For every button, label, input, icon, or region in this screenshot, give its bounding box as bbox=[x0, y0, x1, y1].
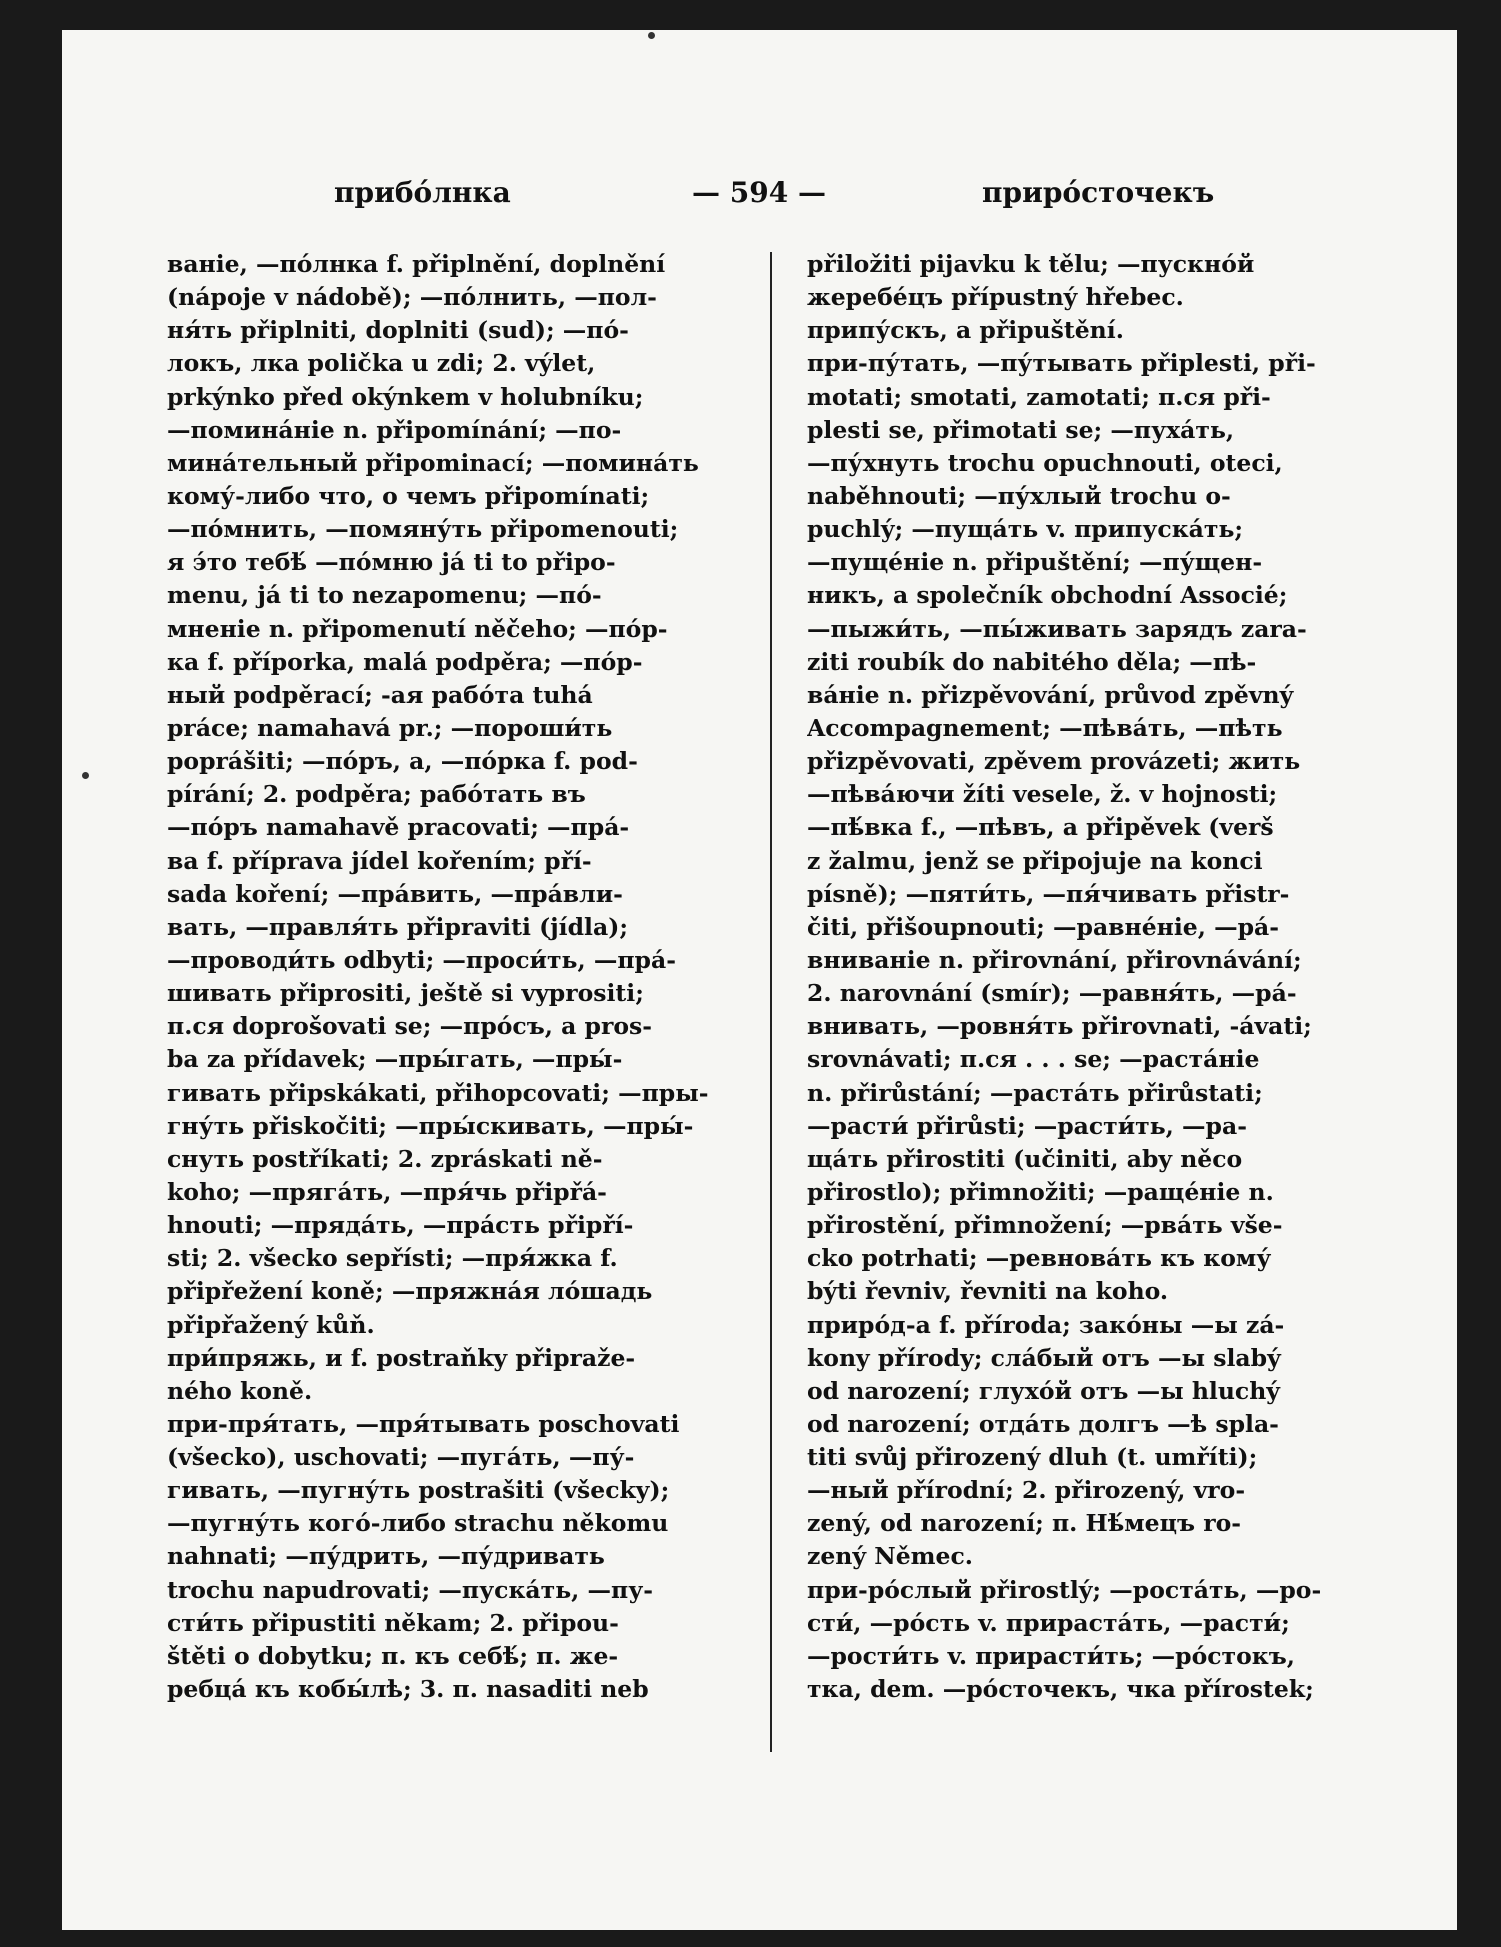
text-line: ребцá къ кобы́лѣ; 3. п. nasaditi neb bbox=[167, 1675, 649, 1704]
text-line: sti; 2. všecko sepřísti; —пря́жка f. bbox=[167, 1244, 618, 1273]
text-line: припу́скъ, а připuštění. bbox=[807, 316, 1124, 345]
text-line: práce; namahavá pr.; —пороши́ть bbox=[167, 713, 613, 742]
text-line: hnouti; —прядáть, —прáсть připří- bbox=[167, 1211, 634, 1240]
text-line: 2. narovnání (smír); —равня́ть, —рá- bbox=[807, 979, 1297, 1008]
text-line: menu, já ti to nezapomenu; —по́- bbox=[167, 581, 602, 610]
text-line: od narození; отдáть долгъ —ѣ spla- bbox=[807, 1409, 1279, 1438]
text-line: motati; smotati, zamotati; п.ся při- bbox=[807, 382, 1271, 411]
text-line: koho; —прягáть, —пря́чь připřá- bbox=[167, 1177, 607, 1206]
text-line: sada koření; —прáвить, —прáвли- bbox=[167, 879, 623, 908]
text-line: при-пря́тать, —пря́тывать poschovati bbox=[167, 1409, 680, 1438]
text-line: n. přirůstání; —растáть přirůstati; bbox=[807, 1078, 1263, 1107]
text-line: сти́ть připustiti někam; 2. připou- bbox=[167, 1608, 619, 1637]
text-line: никъ, а společník obchodní Associé; bbox=[807, 581, 1288, 610]
text-line: (všecko), uschovati; —пугáть, —пу́- bbox=[167, 1443, 635, 1472]
text-line: —пыжи́ть, —пы́живать зарядъ zara- bbox=[807, 614, 1307, 643]
text-line: —проводи́ть odbyti; —проси́ть, —прá- bbox=[167, 945, 676, 974]
text-line: сти́, —ро́сть v. прирастáть, —расти́; bbox=[807, 1608, 1290, 1637]
text-line: минáтельный připominací; —поминáть bbox=[167, 448, 699, 477]
text-line: снуть postříkati; 2. zpráskati ně- bbox=[167, 1144, 603, 1173]
text-line: prkýnko před okýnkem v holubníku; bbox=[167, 382, 644, 411]
text-line: od narození; глухо́й отъ —ы hluchý bbox=[807, 1376, 1280, 1405]
text-line: гну́ть přiskočiti; —пры́скивать, —пры́- bbox=[167, 1111, 694, 1140]
text-line: ba za přídavek; —пры́гать, —пры́- bbox=[167, 1045, 623, 1074]
text-line: —пущéнie n. připuštění; —пу́щен- bbox=[807, 548, 1263, 577]
text-line: zený, od narození; п. Нѣ́мецъ ro- bbox=[807, 1509, 1242, 1538]
text-line: я э́то тебѣ́ —по́мню já ti to připo- bbox=[167, 548, 616, 577]
text-line: щáть přirostiti (učiniti, aby něco bbox=[807, 1144, 1243, 1173]
text-line: ва f. příprava jídel kořením; pří- bbox=[167, 846, 592, 875]
text-line: přiložiti pijavku k tělu; —пускно́й bbox=[807, 250, 1255, 278]
text-line: písně); —пяти́ть, —пя́чивать přistr- bbox=[807, 879, 1290, 908]
header-right-guideword: приро́сточекъ bbox=[982, 176, 1215, 209]
dictionary-page bbox=[62, 30, 1457, 1930]
text-line: ный podpěrací; -ая рабо́та tuhá bbox=[167, 680, 593, 709]
text-line: pírání; 2. podpěra; рабо́тать въ bbox=[167, 780, 586, 809]
text-line: —поминáнie n. připomínání; —по- bbox=[167, 415, 622, 444]
text-line: жеребе́цъ přípustný hřebec. bbox=[807, 283, 1184, 312]
text-line: přirostlo); přimnožiti; —ращéнie n. bbox=[807, 1177, 1274, 1206]
text-line: при́пряжь, и f. postraňky připraže- bbox=[167, 1343, 636, 1372]
text-line: ня́ть připlniti, doplniti (sud); —по́- bbox=[167, 316, 629, 345]
text-line: kony přírody; слáбый отъ —ы slabý bbox=[807, 1343, 1281, 1372]
text-line: —пугну́ть кого́-либо strachu někomu bbox=[167, 1509, 669, 1538]
text-line: plesti se, přimotati se; —пухáть, bbox=[807, 415, 1235, 444]
text-line: гивать připskákati, přihopcovati; —пры- bbox=[167, 1078, 709, 1107]
text-line: —по́ръ namahavě pracovati; —прá- bbox=[167, 813, 630, 842]
text-line: připřežení koně; —пряжнáя ло́шадь bbox=[167, 1277, 653, 1306]
text-line: —пѣ́вка f., —пѣвъ, а připěvek (verš bbox=[807, 813, 1274, 842]
text-line: —рости́ть v. прирасти́ть; —ро́стокъ, bbox=[807, 1641, 1295, 1670]
text-line: (nápoje v nádobě); —по́лнить, —пол- bbox=[167, 283, 657, 312]
header-left-guideword: прибо́лнка bbox=[334, 176, 511, 209]
page-number: — 594 — bbox=[692, 176, 826, 209]
text-line: ného koně. bbox=[167, 1376, 313, 1405]
right-column bbox=[807, 248, 1397, 1706]
text-line: přizpěvovati, zpěvem provázeti; жить bbox=[807, 747, 1301, 776]
text-line: внивать, —ровня́ть přirovnati, -ávati; bbox=[807, 1012, 1312, 1041]
ink-dot-margin bbox=[82, 772, 89, 779]
text-line: вáнie n. přizpěvování, průvod zpěvný bbox=[807, 680, 1294, 709]
text-line: nahnati; —пу́дрить, —пу́дривать bbox=[167, 1542, 605, 1571]
text-line: приро́д-а f. příroda; зако́ны —ы zá- bbox=[807, 1310, 1285, 1339]
text-line: srovnávati; п.ся . . . se; —растáнie bbox=[807, 1045, 1260, 1074]
text-line: přirostění, přimnožení; —рвáть vše- bbox=[807, 1211, 1283, 1240]
text-line: при-ро́слый přirostlý; —ростáть, —ро- bbox=[807, 1575, 1322, 1604]
text-line: ка f. příporka, malá podpěra; —по́р- bbox=[167, 647, 643, 676]
text-line: z žalmu, jenž se připojuje na konci bbox=[807, 846, 1263, 875]
text-line: —расти́ přirůsti; —расти́ть, —ра- bbox=[807, 1111, 1247, 1140]
text-line: štěti o dobytku; п. къ себѣ́; п. же- bbox=[167, 1641, 619, 1670]
text-line: býti řevniv, řevniti na koho. bbox=[807, 1277, 1169, 1306]
text-line: ванie, —по́лнка f. připlnění, doplnění bbox=[167, 250, 666, 278]
text-line: —по́мнить, —помяну́ть připomenouti; bbox=[167, 515, 679, 544]
ink-dot-top bbox=[648, 32, 655, 39]
text-line: čiti, přišoupnouti; —равнéнie, —рá- bbox=[807, 912, 1280, 941]
text-line: гивать, —пугну́ть postrašiti (všecky); bbox=[167, 1476, 670, 1505]
text-line: puchlý; —пущáть v. припускáть; bbox=[807, 515, 1244, 544]
column-divider bbox=[770, 252, 772, 1752]
text-line: poprášiti; —по́ръ, а, —по́рка f. pod- bbox=[167, 747, 638, 776]
text-line: trochu napudrovati; —пускáть, —пу- bbox=[167, 1575, 654, 1604]
text-line: вать, —правля́ть připraviti (jídla); bbox=[167, 912, 628, 941]
text-line: —пу́хнуть trochu opuchnouti, oteci, bbox=[807, 448, 1283, 477]
text-line: при-пу́тать, —пу́тывать připlesti, při- bbox=[807, 349, 1316, 378]
text-line: локъ, лка polička u zdi; 2. výlet, bbox=[167, 349, 596, 378]
text-line: Accompagnement; —пѣвáть, —пѣть bbox=[807, 713, 1283, 742]
text-line: мненie n. připomenutí něčeho; —по́р- bbox=[167, 614, 668, 643]
text-line: cko potrhati; —ревновáть къ кому́ bbox=[807, 1244, 1272, 1273]
text-line: —пѣвáючи žíti vesele, ž. v hojnosti; bbox=[807, 780, 1278, 809]
text-line: naběhnouti; —пу́хлый trochu o- bbox=[807, 481, 1231, 510]
text-line: zený Němec. bbox=[807, 1542, 973, 1571]
text-line: ziti roubík do nabitého děla; —пѣ- bbox=[807, 647, 1257, 676]
page-header bbox=[62, 176, 1457, 216]
text-line: вниванie n. přirovnání, přirovnávání; bbox=[807, 945, 1302, 974]
text-line: —ный přírodní; 2. přirozený, vro- bbox=[807, 1476, 1246, 1505]
text-line: titi svůj přirozený dluh (t. umříti); bbox=[807, 1443, 1258, 1472]
text-line: тка, dem. —ро́сточекъ, чка přírostek; bbox=[807, 1675, 1314, 1704]
text-line: шивать připrositi, ještě si vyprositi; bbox=[167, 979, 644, 1008]
text-line: п.ся doprošovati se; —про́съ, а pros- bbox=[167, 1012, 652, 1041]
left-column bbox=[167, 248, 757, 1706]
text-line: кому́-либо что, о чемъ připomínati; bbox=[167, 481, 650, 510]
text-line: připřažený kůň. bbox=[167, 1310, 375, 1339]
